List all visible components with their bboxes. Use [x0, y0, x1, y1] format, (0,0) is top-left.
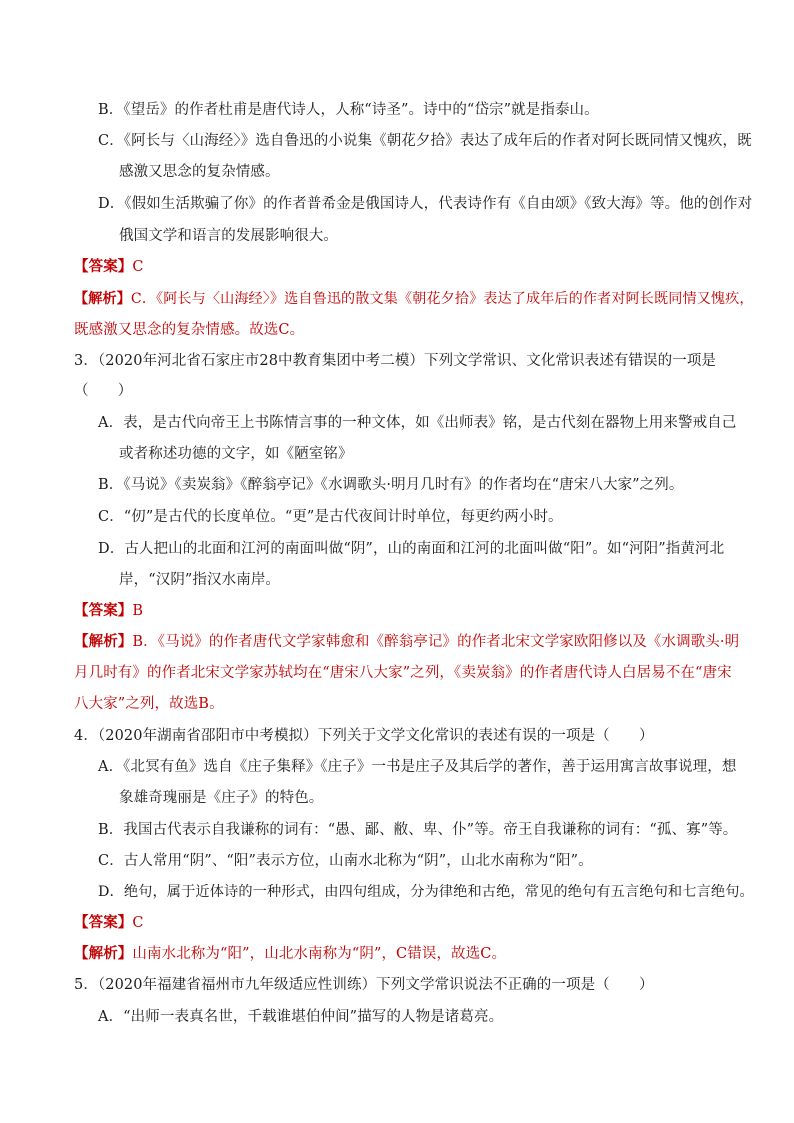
option-c-q4: C．古人常用“阴”、“阳”表示方位，山南水北称为“阴”，山北水南称为“阳”。: [98, 853, 593, 869]
answer-q3: [74, 601, 143, 621]
option-d-q2-cont: 俄国文学和语言的发展影响很大。: [119, 228, 338, 244]
option-a-q5: A．“出师一表真名世，千载谁堪伯仲间”描写的人物是诸葛亮。: [98, 1009, 504, 1025]
analysis-label: 【解析】: [74, 945, 133, 962]
option-a-q3-cont: 或者称述功德的文字，如《陋室铭》: [119, 446, 353, 462]
option-b-q2: B．《望岳》的作者杜甫是唐代诗人，人称“诗圣”。诗中的“岱宗”就是指泰山。: [98, 102, 599, 118]
analysis-q2-cont: 既感激又思念的复杂情感。故选C。: [74, 322, 305, 338]
option-b-q3: B．《马说》《卖炭翁》《醉翁亭记》《水调歌头·明月几时有》的作者均在“唐宋八大家”之列。: [98, 477, 684, 493]
analysis-q2: [74, 289, 754, 309]
option-a-q3: A．表，是古代向帝王上书陈情言事的一种文体，如《出师表》铭，是古代刻在器物上用来警戒自己: [98, 415, 737, 431]
analysis-q3: [74, 632, 739, 652]
question-5: 5．（2020年福建省福州市九年级适应性训练）下列文学常识说法不正确的一项是（ ）: [74, 977, 654, 993]
answer-value: B: [132, 603, 144, 619]
option-a-q4: A．《北冥有鱼》选自《庄子集释》《庄子》一书是庄子及其后学的著作，善于运用寓言故事说理，想: [98, 759, 737, 775]
analysis-text: 山南水北称为“阳”，山北水南称为“阴”，C错误，故选C。: [132, 946, 507, 962]
option-d-q4: D．绝句，属于近体诗的一种形式，由四句组成，分为律绝和古绝，常见的绝句有五言绝句和七言绝句。: [98, 884, 754, 900]
option-b-q4: B．我国古代表示自我谦称的词有：“愚、鄙、敝、卑、仆”等。帝王自我谦称的词有：“孤、寡”等。: [98, 822, 738, 838]
answer-value: C: [132, 915, 144, 931]
analysis-label: 【解析】: [74, 633, 133, 650]
answer-q4: [74, 913, 144, 933]
option-a-q4-cont: 象雄奇瑰丽是《庄子》的特色。: [119, 790, 324, 806]
option-d-q3: D．古人把山的北面和江河的南面叫做“阴”，山的南面和江河的北面叫做“阳”。如“河阳”指黄河北: [98, 541, 725, 557]
answer-label: 【答案】: [74, 914, 133, 931]
analysis-q3-cont-1: 月几时有》的作者北宋文学家苏轼均在“唐宋八大家”之列，《卖炭翁》的作者唐代诗人白居易不在“唐宋: [74, 665, 732, 681]
option-c-q2: C．《阿长与〈山海经〉》选自鲁迅的小说集《朝花夕拾》表达了成年后的作者对阿长既同情又愧疚，既: [98, 133, 752, 149]
analysis-q3-cont-2: 八大家”之列，故选B。: [74, 696, 224, 712]
answer-label: 【答案】: [74, 602, 133, 619]
answer-label: 【答案】: [74, 258, 133, 275]
question-4: 4．（2020年湖南省邵阳市中考模拟）下列关于文学文化常识的表述有误的一项是（ ）: [74, 728, 654, 744]
answer-value: C: [132, 259, 144, 275]
analysis-q4: [74, 944, 506, 964]
option-d-q3-cont: 岸，“汉阴”指汉水南岸。: [119, 572, 281, 588]
question-3: 3．（2020年河北省石家庄市28中教育集团中考二模）下列文学常识、文化常识表述有错误的一项是: [74, 353, 717, 369]
option-c-q2-cont: 感激又思念的复杂情感。: [119, 164, 280, 180]
analysis-text: B．《马说》的作者唐代文学家韩愈和《醉翁亭记》的作者北宋文学家欧阳修以及《水调歌头·明: [132, 634, 740, 650]
answer-q2: [74, 257, 144, 277]
analysis-text: C．《阿长与〈山海经〉》选自鲁迅的散文集《朝花夕拾》表达了成年后的作者对阿长既同情又愧疚，: [130, 291, 754, 307]
question-3-blank: （ ）: [74, 383, 133, 399]
option-c-q3: C．“仞”是古代的长度单位。“更”是古代夜间计时单位，每更约两小时。: [98, 509, 563, 525]
option-d-q2: D．《假如生活欺骗了你》的作者普希金是俄国诗人，代表诗作有《自由颂》《致大海》等。他的创作对: [98, 196, 753, 212]
analysis-label: 【解析】: [74, 291, 131, 307]
